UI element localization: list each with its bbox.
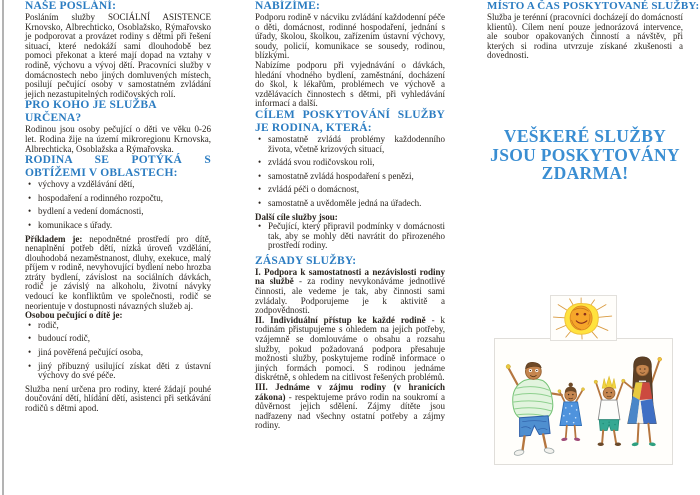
sun-drawing	[550, 295, 617, 341]
family-drawing-icon	[495, 339, 672, 464]
offer-paragraph-2: Nabízíme podporu při vyjednávání o dávkách, hledání vhodného bydlení, zaměstnání, docházení do škol, k lékařům, problémech ve výchově a vzdělávacích činnostech s dětmi, při vyhledávání informací a další.	[255, 59, 445, 109]
principle-2-lead: II. Individuální přístup ke každé rodině	[255, 314, 426, 325]
difficulties-heading: RODINA SE POTÝKÁ S OBTÍŽEMI V OBLASTECH:	[25, 154, 211, 180]
free-notice-line: ZDARMA!	[541, 163, 629, 184]
principle-2-text: - k rodinám přistupujeme s ohledem na jejich potřeby, vzájemně se domlouváme o obsahu a rozsahu služby, pokud požadovaná podpora přesahuje možnosti služby, poskytujeme rodině informace o jiných formách pomoci. S rodinou jednáme diskrétně, s ohledem na citlivost řešených problémů.	[255, 314, 446, 383]
left-column	[25, 0, 211, 414]
principle-1-text: - za rodiny nevykonáváme jednotlivé činnosti, ale vedeme je tak, aby činnosti sami zvládaly. Podporujeme je k aktivitě a zodpovědnosti.	[255, 276, 445, 316]
list-item: • jiný příbuzný usilující získat děti z ústavní výchovy do své péče.	[25, 362, 211, 381]
principle-1	[255, 268, 445, 316]
not-intended-text: Služba není určena pro rodiny, které žádají pouhé doučování dětí, hlídání dětí, asistenci při setkávání rodičů s dětmi apod.	[25, 383, 211, 413]
middle-column	[255, 0, 445, 431]
list-item: • bydlení a vedení domácnosti,	[25, 207, 211, 217]
example-text: nepodnětné prostředí pro dítě, nenaplnění potřeb dětí, nízká úroveň vzdělání, dlouhodobá nezaměstnanost, dluhy, exekuce, malý příjem v rodině, nevyhovující bydlení nebo hrozba ztráty bydlení, závislost na sociálních dávkách, rodič je závislý na alkoholu, životní návyky vedoucí ke konfliktům ve společnosti, rodič se neorientuje v dostupnosti návazných služeb aj.	[25, 233, 211, 311]
free-notice-line: JSOU POSKYTOVÁNY	[490, 144, 680, 165]
list-item: • samostatně zvládá hospodaření s penězi,	[255, 172, 445, 182]
example-paragraph	[25, 235, 211, 312]
place-heading: MÍSTO A ČAS POSKYTOVANÉ SLUŽBY:	[487, 0, 700, 12]
list-item: • zvládá svou rodičovskou roli,	[255, 158, 445, 168]
list-item: • výchovy a vzdělávání dětí,	[25, 180, 211, 190]
right-column	[487, 0, 700, 184]
list-item: • komunikace s úřady.	[25, 221, 211, 231]
place-text: Služba je terénní (pracovníci docházejí do domácností klientů). Cílem není pouze jednorázová intervence, ale soubor opakovaných činností a návštěv, při kterých si rodina utvrzuje získané zkušenosti a dovednosti.	[487, 12, 683, 61]
list-item: • budoucí rodič,	[25, 334, 211, 344]
offer-paragraph-1: Podporu rodině v nácviku zvládání každodenní péče o děti, domácnost, rodinné hospodaření, jednání s úřady, školou, školkou, zařízením ústavní výchovy, soudy, policií, komunikace se sousedy, rodinou, blízkými.	[255, 12, 445, 61]
goal-list	[255, 135, 445, 209]
principle-3	[255, 383, 445, 431]
caregiver-list	[25, 321, 211, 381]
list-item: • rodič,	[25, 321, 211, 331]
example-lead: Příkladem je:	[25, 233, 83, 244]
goal-heading: CÍLEM POSKYTOVÁNÍ SLUŽBY JE RODINA, KTERÁ:	[255, 108, 445, 134]
free-services-notice	[487, 127, 683, 183]
mission-text: Posláním služby SOCIÁLNÍ ASISTENCE Krnovsko, Albrechticko, Osoblažsko, Rýmařovsko je podporovat a provázet rodiny s dětmi při řešení situací, které nedokáží sami dlouhodobě bez pomoci překonat a které mají dopad na vztahy v rodině, výchovu a vývoj dětí. Pracovníci služby v domácnostech nebo jiných domluvených místech, posilují pečující osoby v samostatném zvládání jejich nezastupitelných rodičovských rolí.	[25, 12, 211, 99]
page-edge-shadow	[2, 0, 4, 495]
principle-3-lead: III. Jednáme v zájmu rodiny (v hranicích zákona)	[255, 382, 445, 402]
list-item: • samostatně zvládá problémy každodenního života, včetně krizových situací,	[255, 135, 445, 154]
list-item: • zvládá péči o domácnost,	[255, 185, 445, 195]
principle-1-lead: I. Podpora k samostatnosti a nezávislosti rodiny na službě	[255, 266, 445, 287]
free-notice-line: VEŠKERÉ SLUŽBY	[503, 125, 667, 146]
principle-3-text: - respektujeme právo rodin na soukromí a důvěrnost jejich sdělení. Zájmy dítěte jsou nadřazeny nad všechny ostatní potřeby a zájmy rodiny.	[255, 391, 445, 431]
other-goals-lead: Další cíle služby jsou:	[255, 211, 338, 222]
who-heading: PRO KOHO JE SLUŽBA URČENA?	[25, 99, 157, 125]
family-drawing	[494, 338, 673, 465]
other-goals-list	[255, 222, 445, 251]
principles-heading: ZÁSADY SLUŽBY:	[255, 254, 357, 267]
sun-drawing-icon	[551, 296, 616, 340]
principle-2	[255, 316, 445, 383]
who-text: Rodinou jsou osoby pečující o děti ve věku 0-26 let. Rodina žije na území mikroregionu Krnovska, Albrechticka, Osoblažska a Rýmařovska.	[25, 124, 211, 154]
offer-heading: NABÍZÍME:	[255, 0, 321, 12]
list-item: • Pečující, který připravil podmínky v domácnosti tak, aby se mohly děti navrátit do přirozeného prostředí rodiny.	[255, 222, 445, 251]
difficulties-list	[25, 180, 211, 230]
mission-heading: NAŠE POSLÁNÍ:	[25, 0, 117, 12]
caregiver-lead: Osobou pečující o dítě je:	[25, 310, 123, 321]
list-item: • samostatně a uvědoměle jedná na úřadech.	[255, 199, 445, 209]
list-item: • hospodaření a rodinného rozpočtu,	[25, 194, 211, 204]
list-item: • jiná pověřená pečující osoba,	[25, 348, 211, 358]
